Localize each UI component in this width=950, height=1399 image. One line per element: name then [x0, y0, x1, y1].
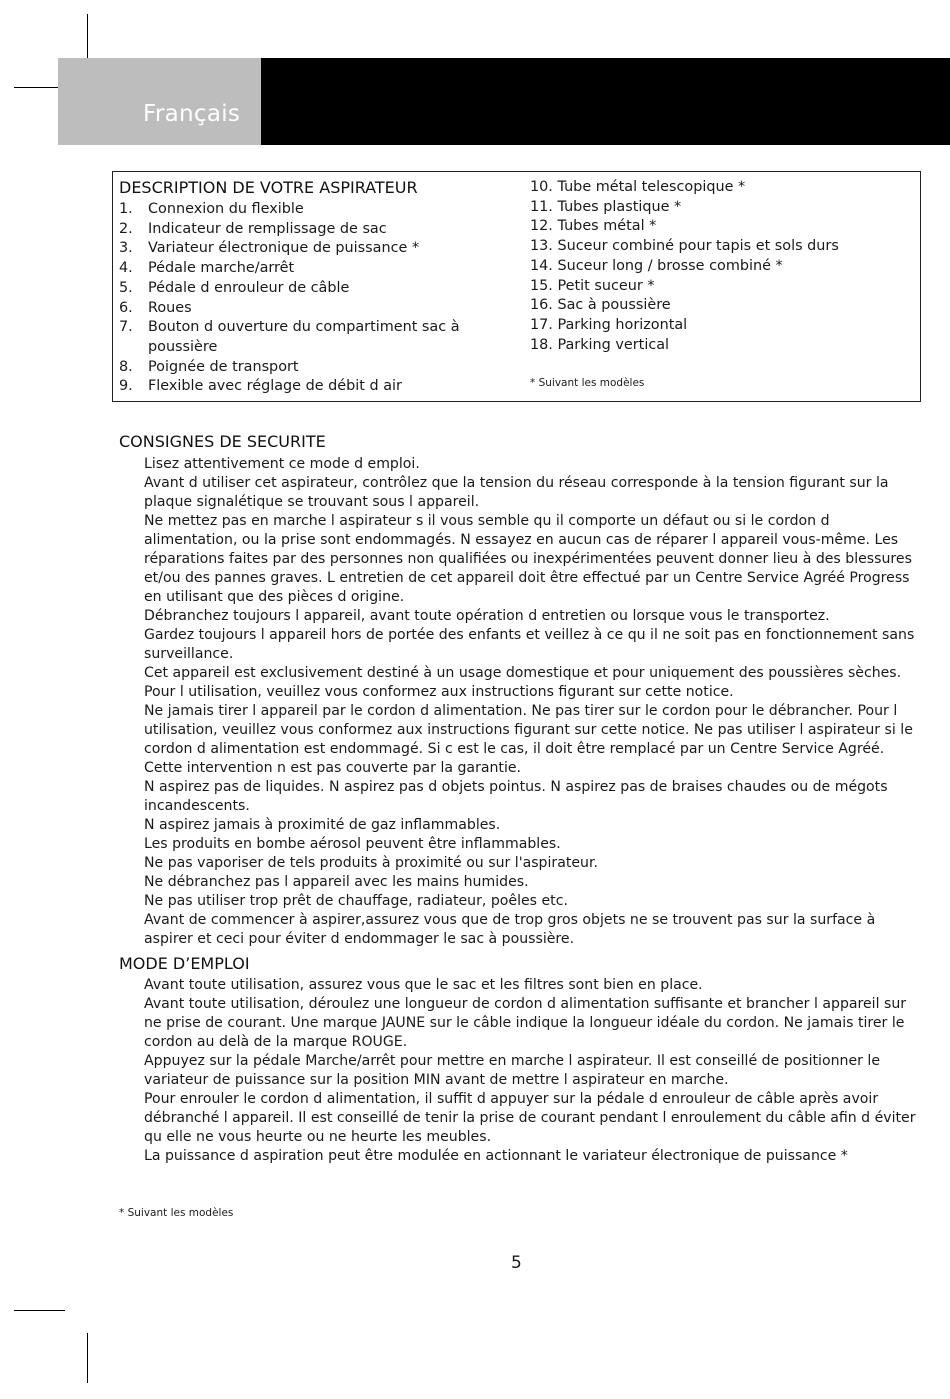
part-item [119, 239, 479, 259]
paragraph: Appuyez sur la pédale Marche/arrêt pour mettre en marche l aspirateur. Il est conseillé de positionner le variateur de puissance sur la position MIN avant de mettre l aspirateur en marche. [144, 1053, 880, 1088]
paragraph: N aspirez pas de liquides. N aspirez pas d objets pointus. N aspirez pas de braises chaudes ou de mégots incandescents. [144, 779, 888, 814]
part-label: Pédale d enrouleur de câble [148, 279, 350, 296]
usage-paragraphs [144, 976, 919, 1166]
paragraph: N aspirez jamais à proximité de gaz inflammables. [144, 817, 501, 833]
paragraph: Ne débranchez pas l appareil avec les mains humides. [144, 874, 529, 890]
part-label: Pédale marche/arrêt [148, 260, 295, 277]
part-item [119, 259, 479, 279]
paragraph: Pour enrouler le cordon d alimentation, il suffit d appuyer sur la pédale d enrouleur de câble après avoir débranché l appareil. Il est conseillé de tenir la prise de courant pendant l enroulement du câble afin d éviter qu elle ne vous heurte ou ne heurte les meubles. [144, 1091, 916, 1145]
paragraph: Lisez attentivement ce mode d emploi. [144, 456, 420, 472]
part-label: Flexible avec réglage de débit d air [148, 378, 402, 395]
safety-title: CONSIGNES DE SECURITE [119, 432, 326, 451]
usage-title: MODE D’EMPLOI [119, 954, 250, 973]
part-number: 6. [119, 299, 133, 316]
part-number: 5. [119, 279, 133, 296]
page-number: 5 [511, 1253, 522, 1273]
part-number: 9. [119, 378, 133, 395]
description-box [112, 171, 921, 402]
paragraph: Cet appareil est exclusivement destiné à un usage domestique et pour uniquement des poussières sèches. Pour l utilisation, veuillez vous conformez aux instructions figurant sur cette notice. [144, 665, 902, 700]
part-label: Indicateur de remplissage de sac [148, 220, 387, 237]
header-bar [261, 58, 950, 145]
paragraph: Avant toute utilisation, assurez vous que le sac et les filtres sont bien en place. [144, 977, 703, 993]
part-label: Variateur électronique de puissance * [148, 240, 420, 257]
paragraph: Gardez toujours l appareil hors de portée des enfants et veillez à ce qu il ne soit pas en fonctionnement sans surveillance. [144, 627, 915, 662]
part-label: Roues [148, 299, 192, 316]
part-number: 3. [119, 240, 133, 257]
part-item [119, 377, 479, 397]
part-item: 14. Suceur long / brosse combiné * [530, 257, 783, 274]
part-label: Poignée de transport [148, 358, 299, 375]
part-item [119, 200, 479, 220]
part-item: 10. Tube métal telescopique * [530, 179, 746, 195]
paragraph: Ne pas vaporiser de tels produits à proximité ou sur l'aspirateur. [144, 855, 598, 871]
part-number: 8. [119, 358, 133, 375]
paragraph: Ne jamais tirer l appareil par le cordon d alimentation. Ne pas tirer sur le cordon pour le débrancher. Pour l utilisation, veuillez vous conformez aux instructions figurant sur cette notice. Ne pas utiliser l aspirateur si le cordon d alimentation est endommagé. Si c est le cas, il doit être remplacé par un Centre Service Agréé. Cette intervention n est pas couverte par la garantie. [144, 703, 913, 776]
paragraph: Les produits en bombe aérosol peuvent être inflammables. [144, 836, 561, 852]
crop-mark-top-left [14, 87, 58, 88]
paragraph: Avant d utiliser cet aspirateur, contrôlez que la tension du réseau corresponde à la tension figurant sur la plaque signalétique se trouvant sous l appareil. [144, 475, 889, 510]
part-label: Bouton d ouverture du compartiment sac à poussière [148, 319, 460, 355]
part-number: 1. [119, 201, 133, 217]
part-item [119, 279, 479, 299]
parts-list-right [530, 178, 920, 355]
paragraph: La puissance d aspiration peut être modulée en actionnant le variateur électronique de puissance * [144, 1148, 848, 1164]
part-item [119, 318, 479, 357]
models-note: * Suivant les modèles [530, 377, 645, 389]
part-label: Connexion du flexible [148, 201, 304, 217]
part-item [119, 358, 479, 378]
language-label: Français [143, 101, 241, 127]
crop-mark-top [87, 14, 88, 58]
parts-list-left [119, 200, 479, 397]
part-item: 17. Parking horizontal [530, 316, 688, 333]
part-item: 12. Tubes métal * [530, 218, 657, 235]
part-number: 2. [119, 220, 133, 237]
crop-mark-bottom-left [14, 1310, 65, 1311]
crop-mark-bottom [87, 1333, 88, 1383]
description-title: DESCRIPTION DE VOTRE ASPIRATEUR [119, 178, 418, 197]
part-item [119, 220, 479, 240]
part-item [119, 299, 479, 319]
part-number: 7. [119, 319, 133, 336]
part-item: 18. Parking vertical [530, 336, 670, 353]
paragraph: Avant de commencer à aspirer,assurez vous que de trop gros objets ne se trouvent pas sur la surface à aspirer et ceci pour éviter d endommager le sac à poussière. [144, 912, 876, 947]
safety-paragraphs [144, 455, 919, 949]
part-item: 15. Petit suceur * [530, 277, 655, 294]
footnote: * Suivant les modèles [119, 1207, 234, 1219]
part-item: 13. Suceur combiné pour tapis et sols durs [530, 238, 839, 255]
paragraph: Avant toute utilisation, déroulez une longueur de cordon d alimentation suffisante et brancher l appareil sur ne prise de courant. Une marque JAUNE sur le câble indique la longueur idéale du cordon. Ne jamais tirer le cordon au delà de la marque ROUGE. [144, 996, 907, 1050]
part-item: 11. Tubes plastique * [530, 198, 682, 215]
part-item: 16. Sac à poussière [530, 297, 671, 314]
part-number: 4. [119, 260, 133, 277]
paragraph: Ne pas utiliser trop prêt de chauffage, radiateur, poêles etc. [144, 893, 568, 909]
paragraph: Débranchez toujours l appareil, avant toute opération d entretien ou lorsque vous le transportez. [144, 608, 830, 624]
paragraph: Ne mettez pas en marche l aspirateur s il vous semble qu il comporte un défaut ou si le cordon d alimentation, ou la prise sont endommagés. N essayez en aucun cas de réparer l appareil vous-même. Les réparations faites par des personnes non qualifiées ou inexpérimentées peuvent donner lieu à des blessures et/ou des pannes graves. L entretien de cet appareil doit être effectué par un Centre Service Agréé Progress en utilisant que des pièces d origine. [144, 513, 912, 605]
